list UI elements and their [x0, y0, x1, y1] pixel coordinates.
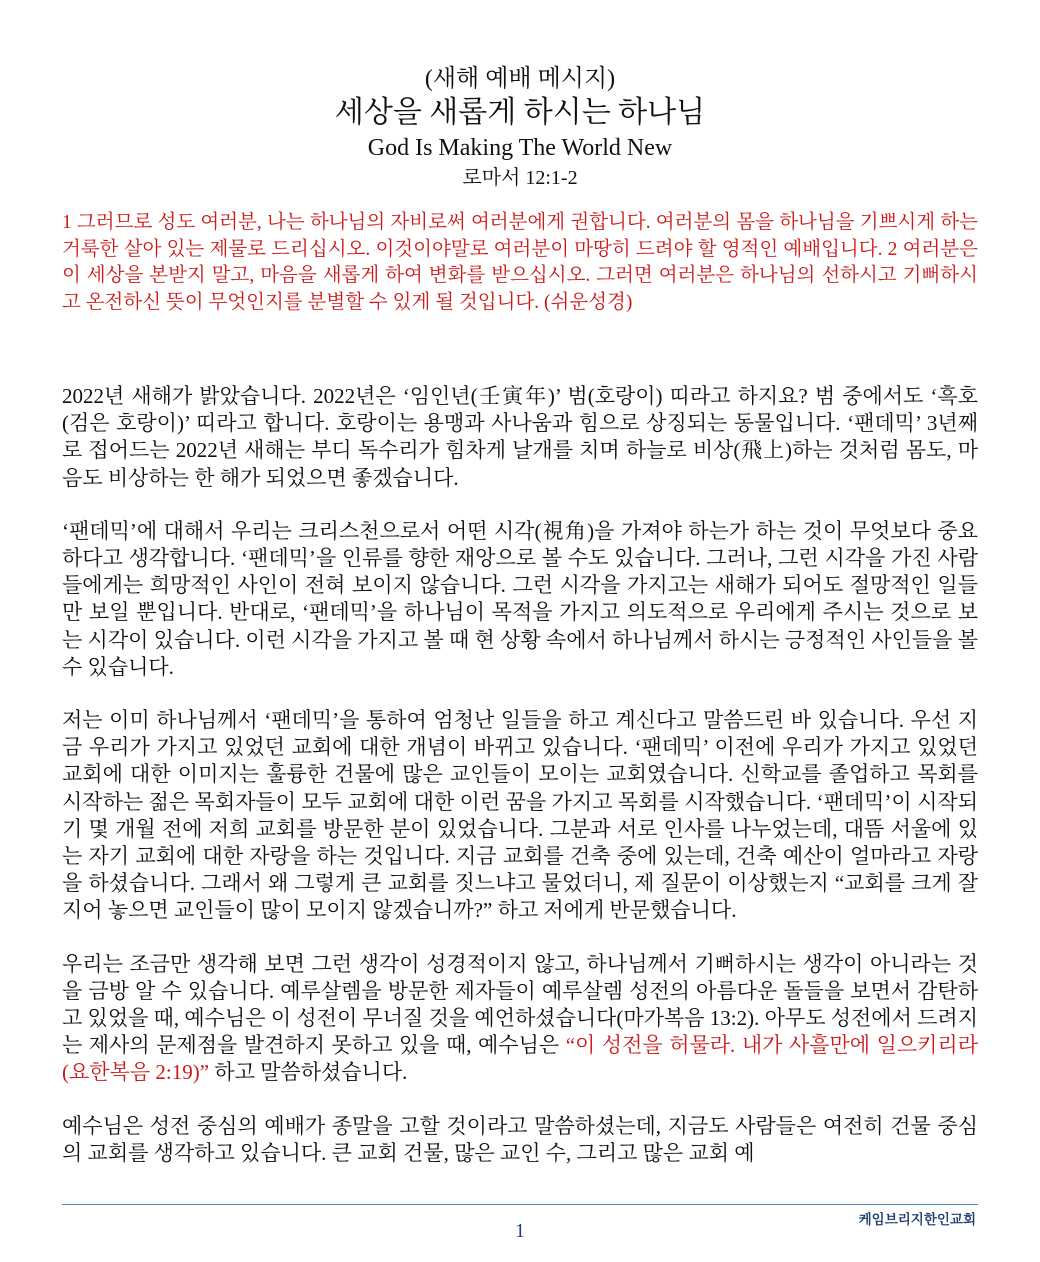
paragraph-5: 예수님은 성전 중심의 예배가 종말을 고할 것이라고 말씀하셨는데, 지금도 사람들은 여전히 건물 중심의 교회를 생각하고 있습니다. 큰 교회 건물, 많은 교인 수, 그리고 많은 교회 예 [62, 1113, 978, 1165]
sermon-title: 세상을 새롭게 하시는 하나님 [334, 96, 706, 129]
jesus-quote: “이 성전을 허물라. 내가 사흘만에 일으키리라(요한복음 2:19)” [62, 1033, 978, 1085]
sermon-subtitle: (새해 예배 메시지) [424, 66, 616, 92]
paragraph-1: 2022년 새해가 밝았습니다. 2022년은 ‘임인년(壬寅年)’ 범(호랑이) 띠라고 하지요? 범 중에서도 ‘흑호(검은 호랑이)’ 띠라고 합니다. 호랑이는 용맹과 사나움과 힘으로 상징되는 동물입니다. ‘팬데믹’ 3년째로 접어드는 2022년 새해는 부디 독수리가 힘차게 날개를 치며 하늘로 비상(飛上)하는 것처럼 몸도, 마음도 비상하는 한 해가 되었으면 좋겠습니다. [62, 384, 978, 490]
sermon-body [62, 383, 978, 1193]
scripture-passage: 1 그러므로 성도 여러분, 나는 하나님의 자비로써 여러분에게 권합니다. 여러분의 몸을 하나님을 기쁘시게 하는 거룩한 살아 있는 제물로 드리십시오. 이것이야말로 여러분이 마땅히 드려야 할 영적인 예배입니다. 2 여러분은 이 세상을 본받지 말고, 마음을 새롭게 하여 변화를 받으십시오. 그러면 여러분은 하나님의 선하시고 기뻐하시고 온전하신 뜻이 무엇인지를 분별할 수 있게 될 것입니다. (쉬운성경) [62, 212, 978, 313]
paragraph-4-text-start: 우리는 조금만 생각해 보면 그런 생각이 성경적이지 않고, 하나님께서 기뻐하시는 생각이 아니라는 것을 금방 알 수 있습니다. 예루살렘을 방문한 제자들이 예루살렘 성전의 아름다운 돌들을 보면서 감탄하고 있었을 때, 예수님은 이 성전이 무너질 것을 예언하셨습니다(마가복음 13:2). 아무도 성전에서 드려지는 제사의 문제점을 발견하지 못하고 있을 때, 예수님은 [62, 951, 978, 1058]
paragraph-4-text-end: 하고 말씀하셨습니다. [209, 1060, 408, 1085]
paragraph-3: 저는 이미 하나님께서 ‘팬데믹’을 통하여 엄청난 일들을 하고 계신다고 말씀드린 바 있습니다. 우선 지금 우리가 가지고 있었던 교회에 대한 개념이 바뀌고 있습니다. ‘팬데믹’ 이전에 우리가 가지고 있었던 교회에 대한 이미지는 훌륭한 건물에 많은 교인들이 모이는 교회였습니다. 신학교를 졸업하고 목회를 시작하는 젊은 목회자들이 모두 교회에 대한 이런 꿈을 가지고 목회를 시작했습니다. ‘팬데믹’이 시작되기 몇 개월 전에 저희 교회를 방문한 분이 있었습니다. 그분과 서로 인사를 나누었는데, 대뜸 서울에 있는 자기 교회에 대한 자랑을 하는 것입니다. 지금 교회를 건축 중에 있는데, 건축 예산이 얼마라고 자랑을 하셨습니다. 그래서 왜 그렇게 큰 교회를 짓느냐고 물었더니, 제 질문이 이상했는지 “교회를 크게 잘 지어 놓으면 교인들이 많이 모이지 않겠습니까?” 하고 저에게 반문했습니다. [62, 708, 978, 923]
footer-church-name: 케임브리지한인교회 [858, 1212, 976, 1228]
paragraph-2: ‘팬데믹’에 대해서 우리는 크리스천으로서 어떤 시각(視角)을 가져야 하는가 하는 것이 무엇보다 중요하다고 생각합니다. ‘팬데믹’을 인류를 향한 재앙으로 볼 수도 있습니다. 그러나, 그런 시각을 가진 사람들에게는 희망적인 사인이 전혀 보이지 않습니다. 그런 시각을 가지고는 새해가 되어도 절망적인 일들만 보일 뿐입니다. 반대로, ‘팬데믹’을 하나님이 목적을 가지고 의도적으로 우리에게 주시는 것으로 보는 시각이 있습니다. 이런 시각을 가지고 볼 때 현 상황 속에서 하나님께서 하시는 긍정적인 사인들을 볼 수 있습니다. [62, 518, 978, 679]
scripture-reference: 로마서 12:1-2 [462, 167, 578, 189]
paragraph-4 [62, 951, 978, 1087]
page-number: 1 [515, 1220, 525, 1242]
footer-divider [62, 1204, 978, 1205]
sermon-header [0, 64, 1040, 192]
sermon-title-english: God Is Making The World New [367, 135, 673, 161]
